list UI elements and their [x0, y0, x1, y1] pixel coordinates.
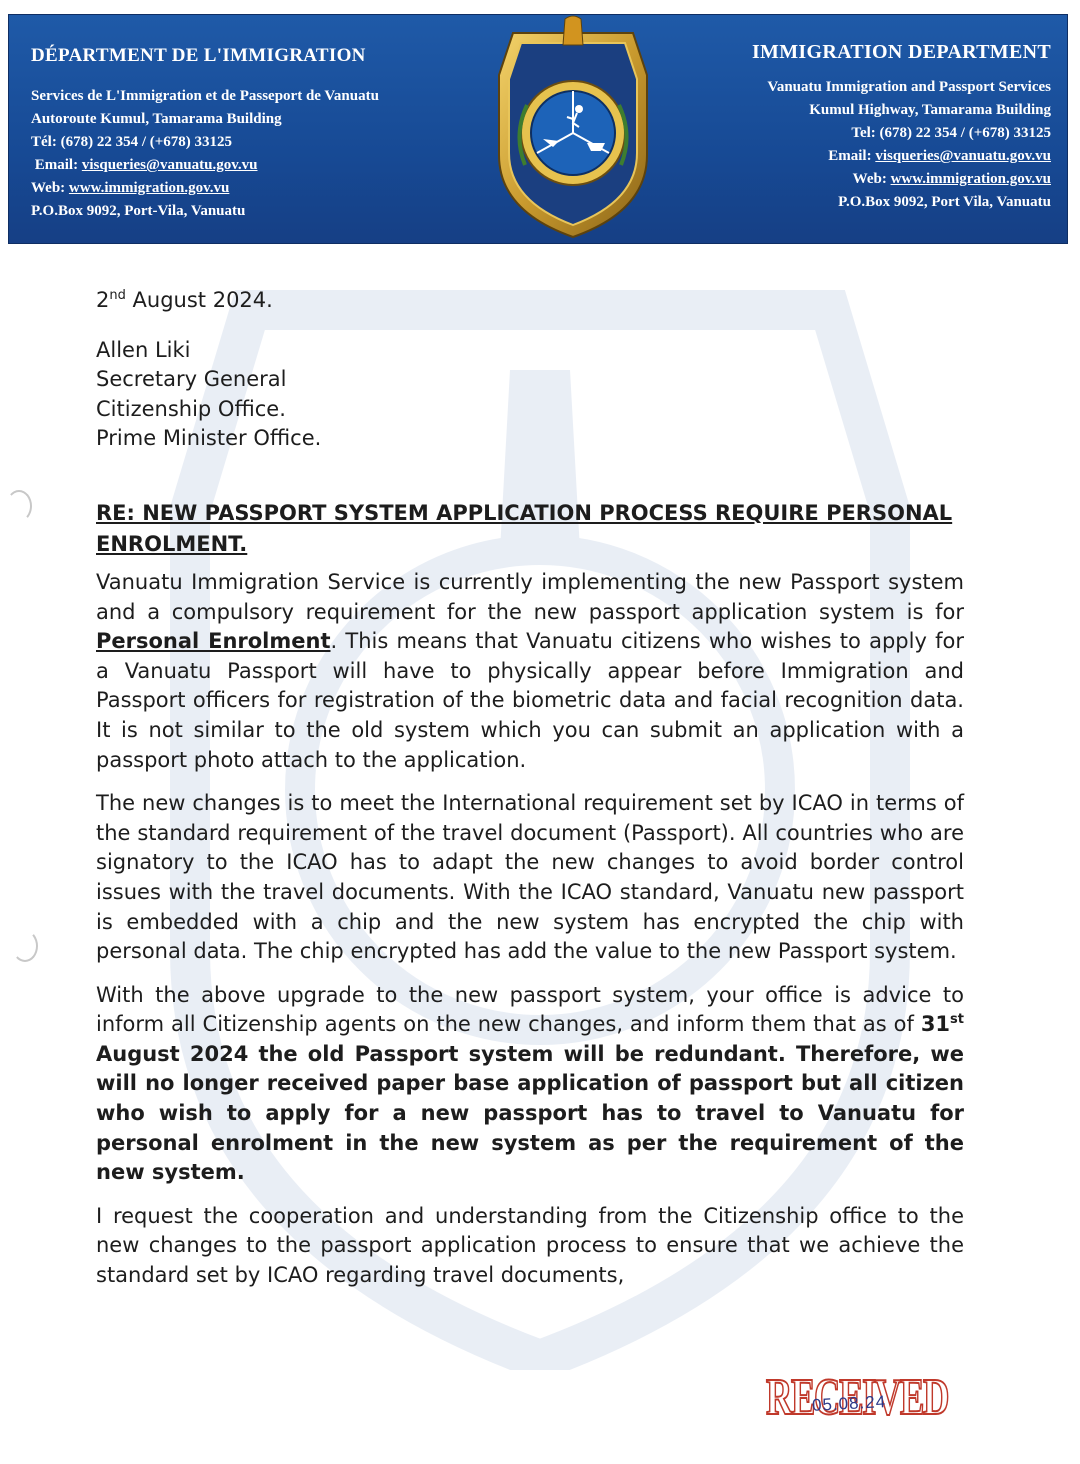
paragraph-1: [96, 568, 964, 775]
punch-hole-top: [6, 490, 32, 522]
p1-emphasis: Personal Enrolment: [96, 629, 331, 654]
p1-after: . This means that Vanuatu citizens who wishes to apply for a Vanuatu Passport will have to physically appear before Immigration and Passport officers for registration of the biometric data and facial recognition data. It is not similar to the old system which you can submit an application with a passport photo attach to the application.: [96, 629, 964, 772]
recipient-department: Prime Minister Office.: [96, 426, 322, 451]
letter-body: [96, 286, 964, 1305]
english-title: IMMIGRATION DEPARTMENT: [751, 41, 1051, 63]
letterhead-english: [631, 41, 1051, 214]
english-tel: Tel: (678) 22 354 / (+678) 33125: [851, 125, 1051, 141]
french-services: Services de L'Immigration et de Passeport de Vanuatu: [31, 88, 379, 104]
english-web-link[interactable]: www.immigration.gov.vu: [890, 171, 1051, 187]
punch-hole-bottom: [12, 930, 38, 962]
english-services: Vanuatu Immigration and Passport Services: [767, 79, 1051, 95]
french-title: DÉPARTMENT DE L'IMMIGRATION: [31, 45, 366, 66]
subject-line-1: RE: NEW PASSPORT SYSTEM APPLICATION PROCESS REQUIRE PERSONAL: [96, 500, 953, 525]
french-tel: Tél: (678) 22 354 / (+678) 33125: [31, 134, 233, 150]
p3-bold-suffix: st: [950, 1012, 964, 1028]
p3-bold-rest: August 2024 the old Passport system will be redundant. Therefore, we will no longer received paper base application of passport but all citizen who wish to apply for a new passport has to travel to Vanuatu for personal enrolment in the new system as per the requirement of the new system.: [96, 1041, 964, 1185]
french-po-box: P.O.Box 9092, Port-Vila, Vanuatu: [31, 203, 246, 219]
recipient-name: Allen Liki: [96, 337, 191, 362]
p3-bold-day: 31: [920, 1012, 951, 1037]
french-address: Autoroute Kumul, Tamarama Building: [31, 111, 282, 127]
letterhead-french: [31, 45, 501, 223]
stamp-date: 05.08.24: [811, 1392, 887, 1415]
paragraph-4: I request the cooperation and understanding from the Citizenship office to the new changes to the passport application process to ensure that we achieve the standard set by ICAO regarding travel documents,: [96, 1203, 964, 1288]
letterhead-banner: [8, 14, 1068, 244]
letter-date: [96, 286, 964, 316]
english-web-row: [631, 168, 1051, 191]
paragraph-2: The new changes is to meet the International requirement set by ICAO in terms of the standard requirement of the travel document (Passport). All countries who are signatory to the ICAO has to adapt the new changes to avoid border control issues with the travel documents. With the ICAO standard, Vanuatu new passport is embedded with a chip and the new system has encrypted the chip with personal data. The chip encrypted has add the value to the new Passport system.: [96, 791, 964, 964]
recipient-title: Secretary General: [96, 367, 287, 392]
english-email-row: [631, 145, 1051, 168]
recipient-block: [96, 336, 964, 454]
stamp-received-text: RECEIVED: [766, 1369, 949, 1424]
subject-line-2: ENROLMENT.: [96, 531, 248, 556]
french-web-label: Web:: [31, 180, 66, 196]
english-address: Kumul Highway, Tamarama Building: [809, 102, 1051, 118]
letter-subject: [96, 498, 964, 560]
date-suffix: nd: [109, 288, 126, 303]
english-po-box: P.O.Box 9092, Port Vila, Vanuatu: [838, 194, 1051, 210]
date-rest: August 2024.: [125, 288, 273, 312]
french-web-row: [31, 177, 501, 200]
english-email-link[interactable]: visqueries@vanuatu.gov.vu: [875, 148, 1051, 164]
date-day: 2: [96, 288, 110, 312]
english-email-label: Email:: [828, 148, 872, 164]
french-email-link[interactable]: visqueries@vanuatu.gov.vu: [81, 157, 258, 173]
french-web-link[interactable]: www.immigration.gov.vu: [68, 180, 230, 196]
recipient-office: Citizenship Office.: [96, 396, 286, 421]
english-web-label: Web:: [852, 171, 887, 187]
french-email-label: Email:: [34, 157, 79, 173]
p1-before: Vanuatu Immigration Service is currently implementing the new Passport system and a compulsory requirement for the new passport application system is for: [96, 569, 964, 624]
paragraph-3: [96, 981, 964, 1188]
immigration-crest-icon: [493, 15, 653, 245]
french-email-row: [31, 154, 501, 177]
p3-before: With the above upgrade to the new passport system, your office is advice to inform all Citizenship agents on the new changes, and inform them that as of: [96, 982, 964, 1037]
